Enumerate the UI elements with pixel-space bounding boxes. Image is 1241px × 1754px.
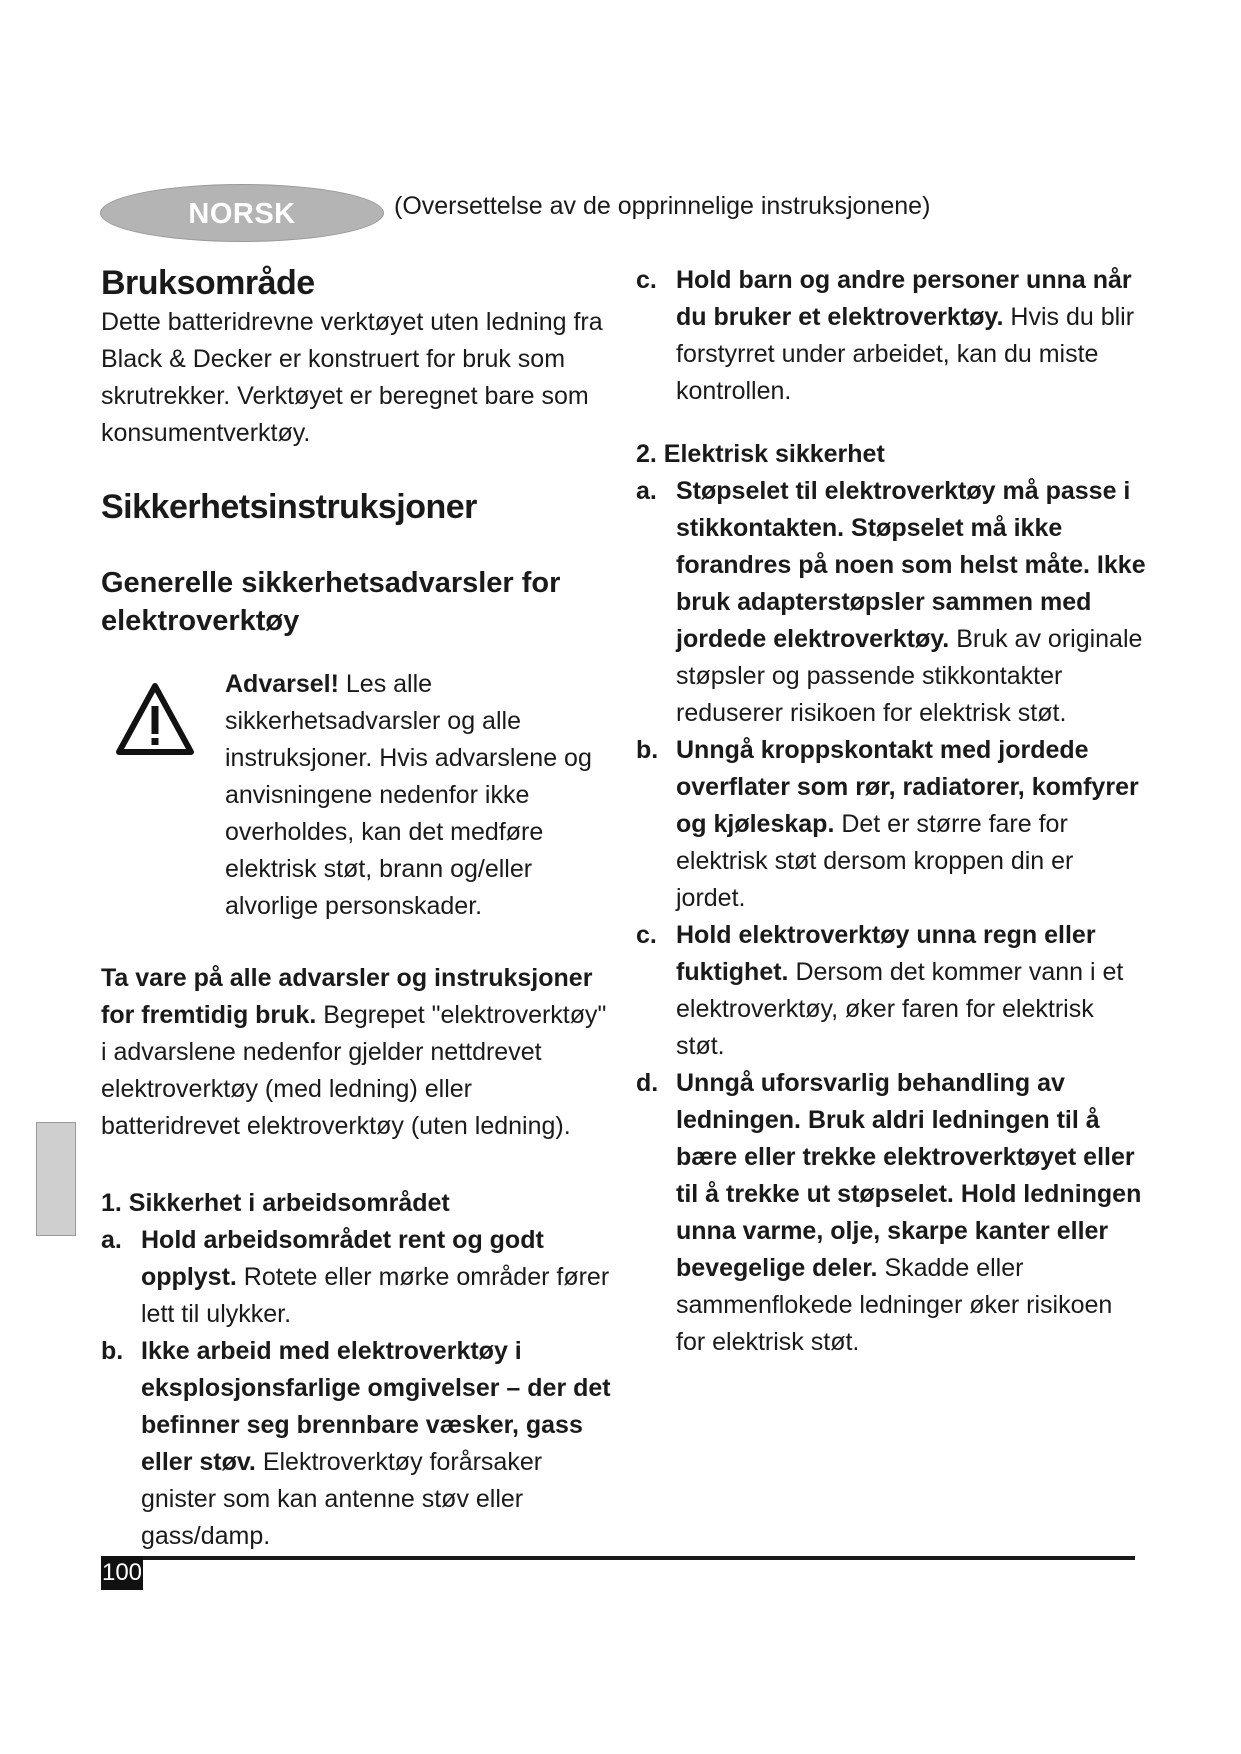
- item-label: d.: [636, 1069, 659, 1097]
- item-bold: Ikke arbeid med elektroverktøy i eksplosjonsfarlige omgivelser – der det befinner seg brennbare væsker, gass eller støv.: [141, 1337, 611, 1476]
- item-bold: Hold elektroverktøy unna regn eller fuktighet.: [676, 921, 1096, 986]
- list-item: [636, 732, 1146, 917]
- page-number: 100: [101, 1556, 143, 1590]
- keep-instructions-bold: Ta vare på alle advarsler og instruksjoner for fremtidig bruk.: [101, 964, 593, 1029]
- item-label: b.: [636, 736, 659, 764]
- list-item: [636, 917, 1146, 1065]
- list-item: [101, 1222, 611, 1333]
- item-bold: Støpselet til elektroverktøy må passe i stikkontakten. Støpselet må ikke forandres på noen som helst måte. Ikke bruk adapterstøpsler sammen med jordede elektroverktøy.: [676, 477, 1146, 653]
- translation-note: (Oversettelse av de opprinnelige instruksjonene): [394, 192, 931, 220]
- item-text: Det er større fare for elektrisk støt dersom kroppen din er jordet.: [676, 810, 1074, 912]
- warning-text: [225, 666, 615, 925]
- left-column: [101, 262, 611, 1555]
- language-badge: [100, 184, 384, 242]
- section-1-title: 1. Sikkerhet i arbeidsområdet: [101, 1189, 450, 1217]
- keep-instructions-paragraph: [101, 960, 611, 1145]
- item-text: Elektroverktøy forårsaker gnister som kan antenne støv eller gass/damp.: [141, 1448, 543, 1550]
- list-item: [636, 1065, 1146, 1361]
- item-bold: Hold arbeidsområdet rent og godt opplyst.: [141, 1226, 544, 1291]
- item-text: Hvis du blir forstyrret under arbeidet, kan du miste kontrollen.: [676, 303, 1135, 405]
- item-label: b.: [101, 1337, 124, 1365]
- list-item: [636, 262, 1146, 410]
- item-text: Dersom det kommer vann i et elektroverktøy, øker faren for elektrisk støt.: [676, 958, 1124, 1060]
- warning-label: Advarsel!: [225, 670, 339, 698]
- footer-rule: [101, 1556, 1135, 1560]
- item-bold: Unngå kroppskontakt med jordede overflater som rør, radiatorer, komfyrer og kjøleskap.: [676, 736, 1139, 838]
- warning-body: Les alle sikkerhetsadvarsler og alle instruksjoner. Hvis advarslene og anvisningene nedenfor ikke overholdes, kan det medføre elektrisk støt, brann og/eller alvorlige personskader.: [225, 670, 592, 920]
- list-item: [101, 1333, 611, 1555]
- item-bold: Unngå uforsvarlig behandling av ledningen. Bruk aldri ledningen til å bære eller trekke elektroverktøyet eller til å trekke ut støpselet. Hold ledningen unna varme, olje, skarpe kanter eller bevegelige deler.: [676, 1069, 1142, 1282]
- item-label: a.: [101, 1226, 122, 1254]
- list-item: [636, 473, 1146, 732]
- heading-general-warnings: Generelle sikkerhetsadvarsler for elektroverktøy: [101, 567, 561, 637]
- warning-block: [101, 666, 611, 920]
- item-text: Bruk av originale støpsler og passende stikkontakter reduserer risikoen for elektrisk støt.: [676, 625, 1143, 727]
- heading-bruksomrade: Bruksområde: [101, 264, 315, 302]
- right-column: [636, 262, 1146, 1361]
- keep-instructions-text: Begrepet "elektroverktøy" i advarslene nedenfor gjelder nettdrevet elektroverktøy (med ledning) eller batteridrevet elektroverktøy (uten ledning).: [101, 1001, 607, 1140]
- item-bold: Hold barn og andre personer unna når du bruker et elektroverktøy.: [676, 266, 1132, 331]
- side-thumb-tab: [36, 1122, 76, 1236]
- item-label: a.: [636, 477, 657, 505]
- language-label: NORSK: [188, 198, 296, 230]
- item-label: c.: [636, 266, 657, 294]
- section-2-title: 2. Elektrisk sikkerhet: [636, 440, 885, 468]
- item-text: Rotete eller mørke områder fører lett til ulykker.: [141, 1263, 610, 1328]
- item-text: Skadde eller sammenflokede ledninger øker risikoen for elektrisk støt.: [676, 1254, 1113, 1356]
- item-label: c.: [636, 921, 657, 949]
- warning-triangle-icon: [115, 682, 195, 756]
- heading-safety: Sikkerhetsinstruksjoner: [101, 488, 477, 526]
- bruk-paragraph: Dette batteridrevne verktøyet uten ledning fra Black & Decker er konstruert for bruk som skrutrekker. Verktøyet er beregnet bare som konsumentverktøy.: [101, 308, 603, 447]
